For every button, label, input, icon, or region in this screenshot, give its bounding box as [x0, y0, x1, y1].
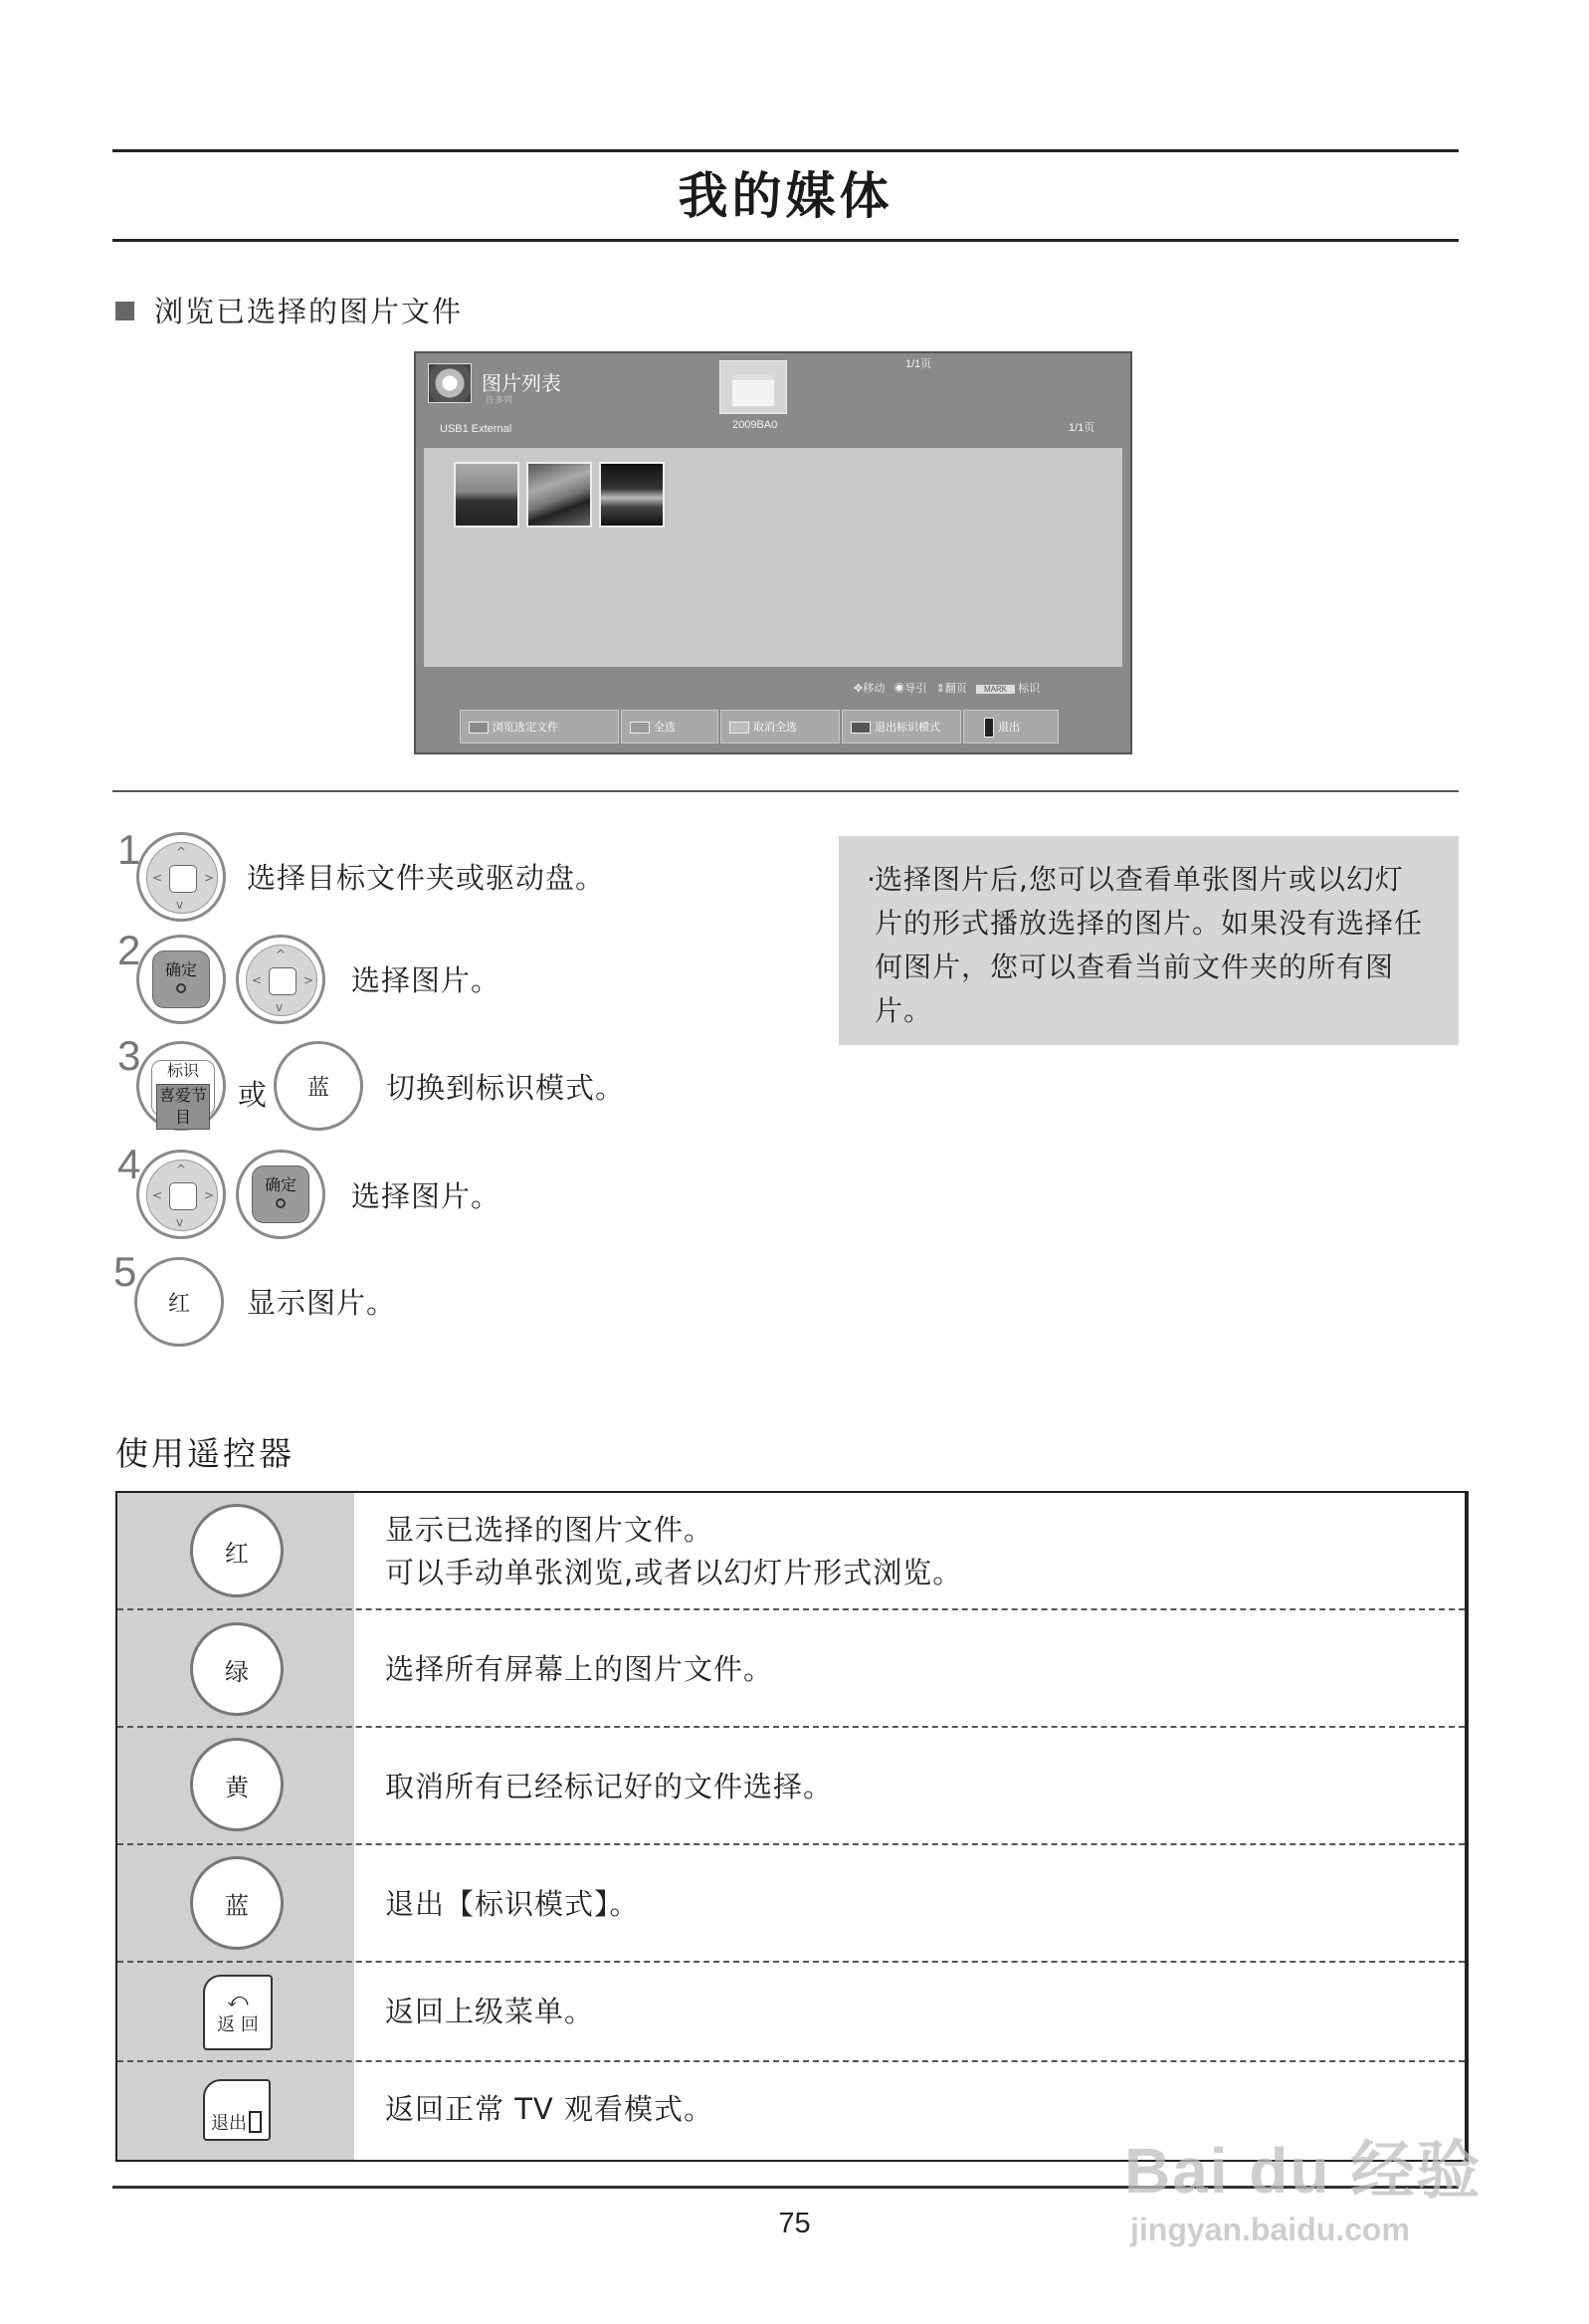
dpad-icon: ^ v < > — [146, 842, 218, 914]
red-key-circle — [134, 1257, 224, 1347]
photo-thumbnail[interactable] — [526, 462, 592, 528]
folder-icon[interactable] — [719, 360, 787, 414]
key-label: 红 — [225, 1539, 249, 1568]
mark-key-badge: MARK — [976, 685, 1015, 694]
key-label: 返 回 — [217, 2014, 259, 2035]
ok-icon: ◉ — [894, 683, 905, 695]
row-description: 取消所有已经标记好的文件选择。 — [385, 1770, 834, 1803]
description-line: 显示已选择的图片文件。 — [385, 1513, 714, 1547]
exit-mark-mode-button[interactable] — [842, 710, 961, 743]
yellow-key-circle — [190, 1738, 284, 1831]
step-number: 3 — [117, 1032, 141, 1079]
legend-move: 移动 — [863, 683, 886, 695]
navigation-key-circle — [136, 1150, 226, 1239]
row-description: 返回上级菜单。 — [385, 1995, 595, 2028]
baidu-watermark — [1124, 2120, 1502, 2269]
key-label: 绿 — [225, 1657, 249, 1686]
photo-list-subtitle: 许多列 — [486, 395, 513, 405]
button-label: 退出 — [998, 722, 1020, 734]
legend-page: 翻页 — [944, 683, 967, 695]
deselect-all-button[interactable] — [720, 710, 840, 743]
view-selected-button[interactable] — [460, 710, 619, 743]
mark-key-label: 标识 — [166, 1061, 199, 1080]
step-text: 选择图片。 — [351, 1179, 501, 1213]
color-swatch-icon — [851, 722, 871, 734]
table-row — [117, 1610, 1465, 1728]
section-heading-text: 浏览已选择的图片文件 — [154, 295, 464, 328]
door-icon — [249, 2111, 262, 2133]
exit-door-icon — [984, 718, 994, 738]
legend-mark: 标识 — [1018, 683, 1041, 695]
device-label: USB1 External — [440, 423, 512, 435]
section-divider — [112, 790, 1459, 792]
step-text: 显示图片。 — [247, 1286, 397, 1320]
green-key-circle — [190, 1622, 284, 1716]
step-number: 2 — [117, 927, 141, 973]
key-legend — [854, 680, 1040, 696]
key-label: 黄 — [225, 1773, 249, 1801]
blue-key-circle — [190, 1856, 284, 1950]
button-label: 浏览选定文件 — [493, 722, 558, 734]
button-label: 退出标识模式 — [875, 722, 940, 734]
exit-button[interactable] — [963, 710, 1059, 743]
ok-key-circle — [136, 935, 226, 1024]
button-label: 全选 — [654, 722, 676, 734]
dpad-icon: ^ v < > — [146, 1160, 218, 1231]
navigation-key-circle — [136, 832, 226, 922]
row-description: 选择所有屏幕上的图片文件。 — [385, 1652, 774, 1686]
ok-key-icon — [152, 951, 210, 1008]
ok-key-icon — [252, 1165, 309, 1223]
favorite-key-label: 喜爱节目 — [156, 1084, 210, 1130]
page-indicator-right: 1/1页 — [1069, 422, 1095, 434]
color-swatch-icon — [630, 722, 650, 734]
page-indicator-top: 1/1页 — [905, 358, 932, 370]
step-number: 5 — [113, 1248, 137, 1295]
photo-list-icon — [428, 363, 472, 403]
back-key-icon — [203, 1975, 273, 2050]
legend-ok: 导引 — [904, 683, 927, 695]
back-arrow-icon: ⤺ — [227, 1988, 249, 2011]
blue-key-label: 蓝 — [306, 1075, 329, 1101]
table-row — [117, 1963, 1465, 2062]
exit-key-icon — [203, 2079, 271, 2141]
photo-list-title: 图片列表 — [482, 371, 561, 395]
square-bullet-icon — [115, 302, 134, 320]
color-swatch-icon — [729, 722, 749, 734]
photo-thumbnail[interactable] — [454, 462, 519, 528]
ok-key-circle — [236, 1150, 325, 1239]
dpad-icon: ^ v < > — [246, 945, 317, 1016]
ok-key-label: 确定 — [264, 1175, 297, 1194]
page-number: 75 — [778, 2208, 811, 2239]
ok-key-label: 确定 — [164, 960, 197, 979]
row-description: 退出【标识模式】。 — [385, 1887, 640, 1921]
remote-heading: 使用遥控器 — [115, 1434, 295, 1473]
page-updown-icon: ⇕ — [935, 683, 945, 695]
page-title: 我的媒体 — [678, 167, 894, 225]
note-bullet: · — [867, 863, 877, 896]
button-label: 取消全选 — [753, 722, 797, 734]
step-number: 1 — [117, 826, 141, 873]
select-all-button[interactable] — [621, 710, 718, 743]
description-line: 可以手动单张浏览,或者以幻灯片形式浏览。 — [385, 1556, 963, 1589]
note-text: 选择图片后,您可以查看单张图片或以幻灯片的形式播放选择的图片。如果没有选择任何图片，您可以查看当前文件夹的所有图片。 — [875, 863, 1424, 1027]
mark-favorite-key-icon — [151, 1060, 215, 1127]
row-description — [385, 1509, 962, 1594]
title-bottom-rule — [112, 239, 1459, 242]
tv-photo-list-screenshot — [414, 351, 1132, 754]
remote-key-table — [115, 1491, 1469, 2162]
color-swatch-icon — [469, 722, 489, 734]
table-row — [117, 1845, 1465, 1963]
key-label: 蓝 — [225, 1891, 249, 1920]
watermark-url: jingyan.baidu.com — [1130, 2212, 1410, 2247]
folder-name: 2009BA0 — [732, 419, 778, 431]
row-description: 返回正常 TV 观看模式。 — [385, 2092, 713, 2126]
table-row — [117, 1728, 1465, 1845]
move-icon: ✥ — [854, 683, 864, 695]
step-text: 切换到标识模式。 — [386, 1071, 626, 1105]
table-row — [117, 1493, 1465, 1610]
or-text: 或 — [238, 1078, 269, 1112]
step-number: 4 — [117, 1141, 141, 1187]
red-key-label: 红 — [167, 1291, 190, 1317]
step-text: 选择图片。 — [351, 963, 501, 997]
blue-key-circle — [274, 1041, 363, 1131]
section-heading — [115, 292, 463, 331]
step-text: 选择目标文件夹或驱动盘。 — [247, 861, 606, 895]
red-key-circle — [190, 1504, 284, 1597]
watermark-brand: Bai du 经验 — [1124, 2135, 1483, 2207]
mark-key-circle — [136, 1041, 226, 1131]
key-label: 退出 — [211, 2113, 247, 2134]
note-box — [839, 836, 1459, 1045]
photo-thumbnail[interactable] — [599, 462, 665, 528]
navigation-key-circle — [236, 935, 325, 1024]
